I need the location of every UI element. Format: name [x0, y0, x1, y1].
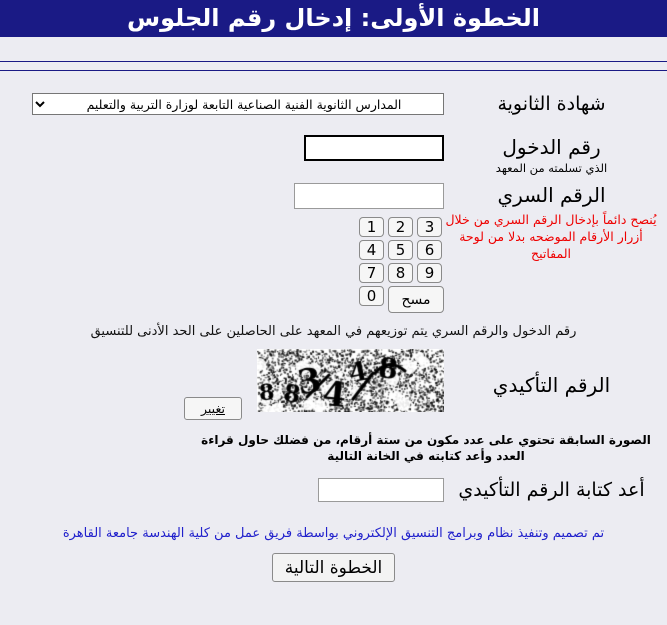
login-sublabel: الذي تسلمته من المعهد: [495, 161, 608, 175]
keypad-button-8[interactable]: 8: [388, 263, 413, 283]
captcha-change-button[interactable]: تغيير: [184, 397, 242, 420]
secret-label: الرقم السري: [497, 183, 606, 207]
divider-line-bottom: [0, 70, 667, 71]
keypad-clear-button[interactable]: مسح: [388, 286, 444, 313]
captcha-instructions: الصورة السابقة تحتوي على عدد مكون من ستة أرقام، من فضلك حاول قراءة العدد وأعد كتابته في الخانة التالية: [201, 433, 651, 463]
keypad-button-2[interactable]: 2: [388, 217, 413, 237]
captcha-retype-input[interactable]: [318, 478, 444, 502]
keypad-button-3[interactable]: 3: [417, 217, 442, 237]
certificate-select[interactable]: [32, 93, 444, 115]
certificate-label: شهادة الثانوية: [497, 93, 606, 115]
keypad-button-7[interactable]: 7: [359, 263, 384, 283]
distribution-note: رقم الدخول والرقم السري يتم توزيعهم في المعهد على الحاصلين على الحد الأدنى للتنسيق: [90, 324, 577, 339]
login-label: رقم الدخول: [502, 135, 601, 159]
keypad-button-6[interactable]: 6: [417, 240, 442, 260]
keypad-button-0[interactable]: 0: [359, 286, 384, 306]
secret-input[interactable]: [294, 183, 444, 209]
divider-line-top: [0, 61, 667, 62]
page-title: الخطوة الأولى: إدخال رقم الجلوس: [127, 4, 540, 32]
captcha-retype-row: [8, 478, 659, 502]
captcha-image: [257, 349, 444, 412]
form-content: [8, 93, 659, 582]
next-step-button[interactable]: الخطوة التالية: [272, 553, 396, 582]
credits-text: تم تصميم وتنفيذ نظام وبرامج التنسيق الإلكتروني بواسطة فريق عمل من كلية الهندسة جامعة القاهرة: [62, 526, 605, 541]
numeric-keypad: [359, 217, 444, 313]
keypad-button-1[interactable]: 1: [359, 217, 384, 237]
captcha-retype-label: أعد كتابة الرقم التأكيدي: [458, 479, 645, 501]
login-input[interactable]: [304, 135, 444, 161]
captcha-label: الرقم التأكيدي: [492, 372, 611, 397]
secret-hint: يُنصح دائماً بإدخال الرقم السري من خلال أزرار الأرقام الموضحه بدلا من لوحة المفاتيح: [445, 212, 657, 261]
keypad-button-5[interactable]: 5: [388, 240, 413, 260]
captcha-row: [8, 349, 659, 420]
secret-row: [8, 183, 659, 316]
login-row: [8, 135, 659, 175]
keypad-button-4[interactable]: 4: [359, 240, 384, 260]
header-bar: [0, 0, 667, 37]
keypad-button-9[interactable]: 9: [417, 263, 442, 283]
certificate-row: [8, 93, 659, 115]
